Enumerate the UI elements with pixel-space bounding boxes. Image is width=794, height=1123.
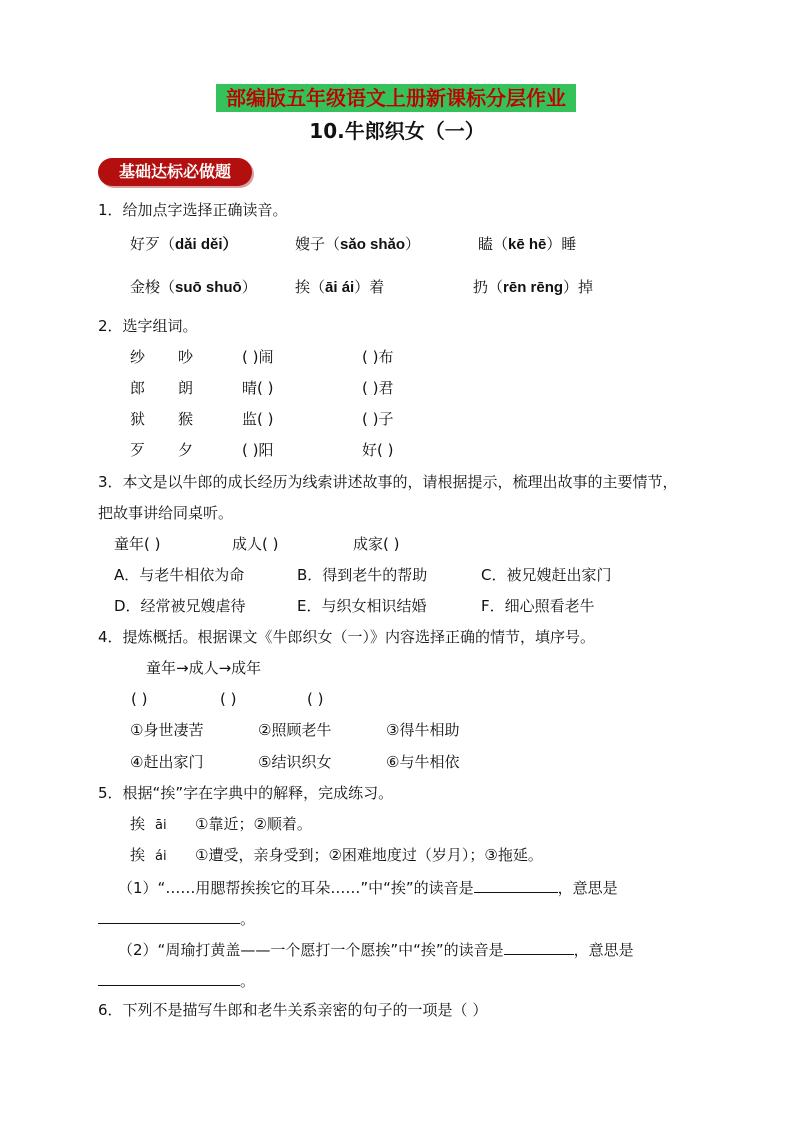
q3-option: B．得到老牛的帮助 xyxy=(297,566,428,584)
q5-sub1-meaning-blank[interactable] xyxy=(98,907,240,924)
q5-definition: 挨 ái ①遭受，亲身受到；②困难地度过（岁月）；③拖延。 xyxy=(130,846,543,864)
q3-option: C．被兄嫂赶出家门 xyxy=(481,566,612,584)
q3-stem: 3．本文是以牛郎的成长经历为线索讲述故事的，请根据提示，梳理出故事的主要情节， xyxy=(98,473,678,491)
q4-blank[interactable]: ( ) xyxy=(307,690,324,708)
q2-blank-word[interactable]: 监( ) xyxy=(242,410,274,428)
q5-definition: 挨 āi ①靠近；②顺着。 xyxy=(130,815,312,833)
q6-stem: 6．下列不是描写牛郎和老牛关系亲密的句子的一项是（ ） xyxy=(98,1001,488,1019)
q4-option: ③得牛相助 xyxy=(386,721,460,739)
q2-blank-word[interactable]: ( )子 xyxy=(362,410,394,428)
q4-stem: 4．提炼概括。根据课文《牛郎织女（一）》内容选择正确的情节，填序号。 xyxy=(98,628,596,646)
q5-sub2-meaning-blank[interactable] xyxy=(98,969,240,986)
q4-option: ⑥与牛相依 xyxy=(386,753,460,771)
q1-item: 瞌（kē hē）睡 xyxy=(478,235,577,253)
q3-stage-blank[interactable]: 童年( ) xyxy=(114,535,161,553)
q5-stem: 5．根据“挨”字在字典中的解释，完成练习。 xyxy=(98,784,394,802)
q5-sub2: （2）“周瑜打黄盖——一个愿打一个愿挨”中“挨”的读音是 ，意思是 xyxy=(118,938,634,960)
q2-blank-word[interactable]: 好( ) xyxy=(362,441,394,459)
q2-char: 狱 xyxy=(130,410,146,428)
q3-option: E．与织女相识结婚 xyxy=(297,597,427,615)
q4-option: ②照顾老牛 xyxy=(258,721,332,739)
q1-item: 金梭（suō shuō） xyxy=(130,278,257,296)
q4-option: ⑤结识织女 xyxy=(258,753,332,771)
q1-item: 好歹（dǎi děi） xyxy=(130,235,238,253)
q1-item: 挨（āi ái）着 xyxy=(295,278,385,296)
q5-sub2-meaning: 。 xyxy=(98,969,255,991)
q3-stem-cont: 把故事讲给同桌听。 xyxy=(98,504,234,522)
q2-char: 猴 xyxy=(178,410,194,428)
q2-blank-word[interactable]: ( )君 xyxy=(362,379,394,397)
q5-sub1-meaning: 。 xyxy=(98,907,255,929)
q4-option: ④赶出家门 xyxy=(130,753,204,771)
q5-sub2-pinyin-blank[interactable] xyxy=(504,938,574,955)
q2-blank-word[interactable]: ( )闹 xyxy=(242,348,274,366)
q2-blank-word[interactable]: ( )阳 xyxy=(242,441,274,459)
q2-stem: 2．选字组词。 xyxy=(98,317,198,335)
q2-char: 郎 xyxy=(130,379,146,397)
q1-stem: 1．给加点字选择正确读音。 xyxy=(98,201,288,219)
q4-blank[interactable]: ( ) xyxy=(131,690,148,708)
q2-char: 纱 xyxy=(130,348,146,366)
q2-char: 夕 xyxy=(178,441,194,459)
q4-blank[interactable]: ( ) xyxy=(220,690,237,708)
q5-sub1: （1）“……用腮帮挨挨它的耳朵……”中“挨”的读音是 ，意思是 xyxy=(118,876,618,898)
q4-flow: 童年→成人→成年 xyxy=(146,659,262,677)
q3-stage-blank[interactable]: 成人( ) xyxy=(232,535,279,553)
q3-option: D．经常被兄嫂虐待 xyxy=(114,597,246,615)
q2-blank-word[interactable]: 晴( ) xyxy=(242,379,274,397)
series-banner: 部编版五年级语文上册新课标分层作业 xyxy=(216,84,576,112)
q4-option: ①身世凄苦 xyxy=(130,721,204,739)
q1-item: 嫂子（sǎo shǎo） xyxy=(295,235,421,253)
q5-sub1-pinyin-blank[interactable] xyxy=(474,876,558,893)
q3-option: F．细心照看老牛 xyxy=(481,597,595,615)
q2-char: 歹 xyxy=(130,441,146,459)
page-title: 10.牛郎织女（一） xyxy=(309,119,485,143)
q2-char: 吵 xyxy=(178,348,194,366)
q2-char: 朗 xyxy=(178,379,194,397)
section-badge: 基础达标必做题 xyxy=(98,158,252,186)
q1-item: 扔（rēn rēng）掉 xyxy=(473,278,594,296)
q3-option: A．与老牛相依为命 xyxy=(114,566,245,584)
q2-blank-word[interactable]: ( )布 xyxy=(362,348,394,366)
q3-stage-blank[interactable]: 成家( ) xyxy=(353,535,400,553)
